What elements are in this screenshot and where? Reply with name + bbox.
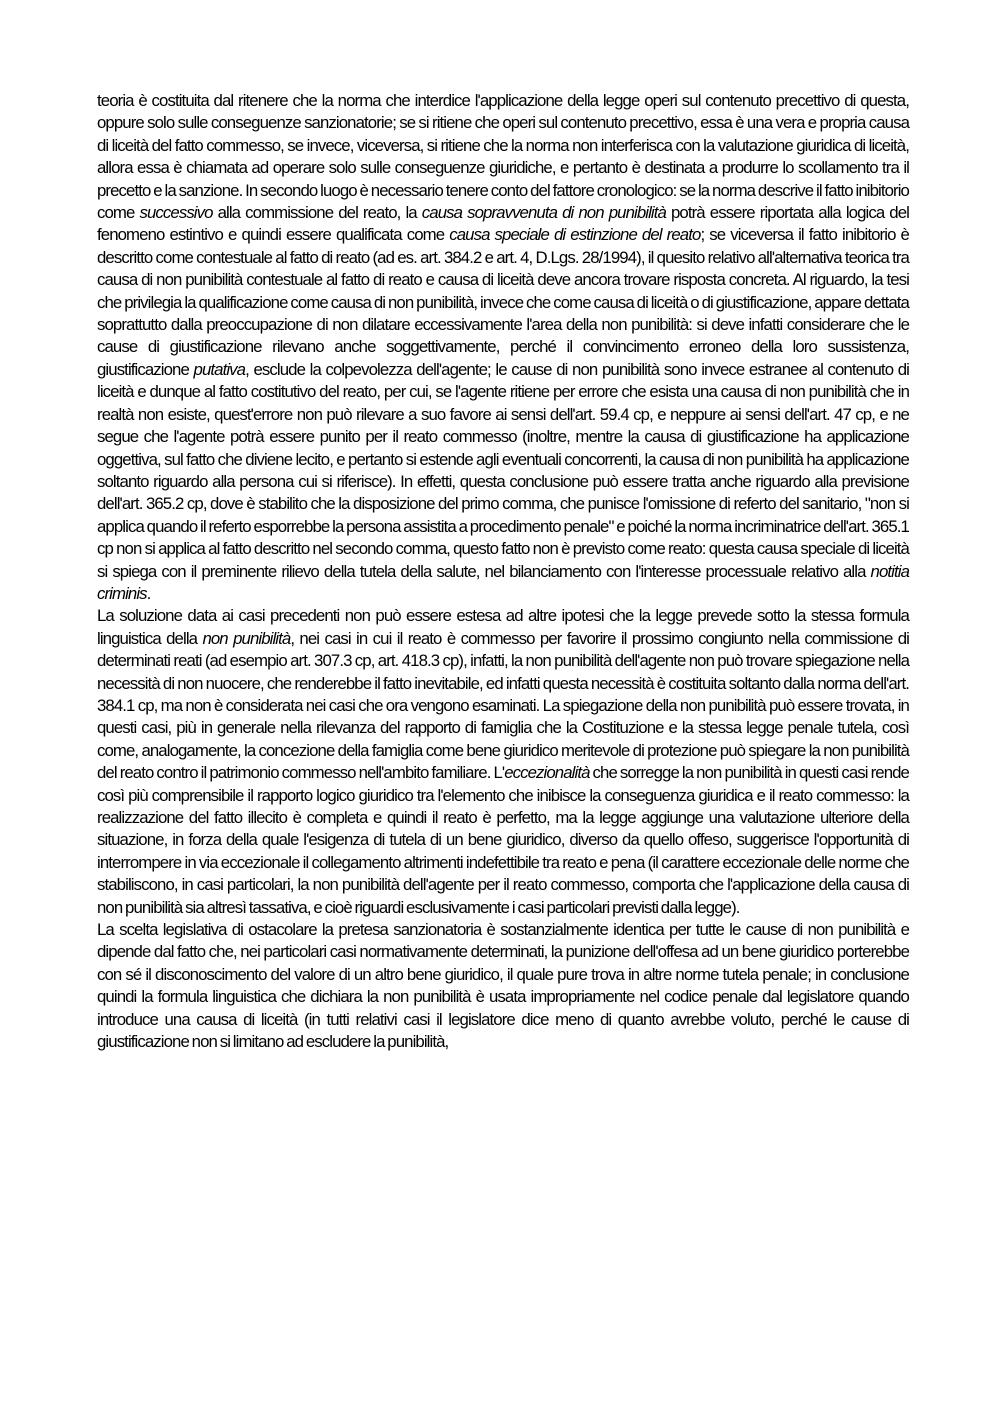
paragraph-1: [97, 90, 909, 605]
text-run: La soluzione data ai casi precedenti non può essere estesa ad altre ipotesi che la legge prevede sotto la stessa formula linguistica della: [97, 606, 909, 648]
text-run: alla commissione del reato, la: [212, 203, 422, 223]
text-run: potrà essere riportata alla logica del fenomeno estintivo e quindi essere qualificata come: [97, 203, 909, 245]
italic-text-run: causa sopravvenuta di non punibilità: [421, 203, 666, 223]
paragraph-3: [97, 919, 909, 1053]
text-run: , esclude la colpevolezza dell'agente; le cause di non punibilità sono invece estranee al contenuto di liceità e dunque al fatto costitutivo del reato, per cui, se l'agente ritiene per errore che esista una causa di non punibilità che in realtà non esiste, quest'errore non può rilevare a suo favore ai sensi dell'art. 59.4 cp, e neppure ai sensi dell'art. 47 cp, e ne segue che l'agente potrà essere punito per il reato commesso (inoltre, mentre la causa di giustificazione ha applicazione oggettiva, sul fatto che diviene lecito, e pertanto si estende agli eventuali concorrenti, la causa di non punibilità ha applicazione soltanto riguardo alla persona cui si riferisce). In effetti, questa conclusione può essere tratta anche riguardo alla previsione dell'art. 365.2 cp, dove è stabilito che la disposizione del primo comma, che punisce l'omissione di referto del sanitario, "non si applica quando il referto esporrebbe la persona assistita a procedimento penale" e poiché la norma incriminatrice dell'art. 365.1 cp non si applica al fatto descritto nel secondo comma, questo fatto non è previsto come reato: questa causa speciale di liceità si spiega con il preminente rilievo della tutela della salute, nel bilanciamento con l'interesse processuale relativo alla: [97, 359, 909, 581]
italic-text-run: non punibilità: [202, 628, 291, 648]
text-run: .: [146, 583, 151, 603]
italic-text-run: eccezionalità: [504, 763, 590, 783]
text-run: ; se viceversa il fatto inibitorio è descritto come contestuale al fatto di reato (ad es. art. 384.2 e art. 4, D.Lgs. 28/1994), il quesito relativo all'alternativa teorica tra causa di non punibilità contestuale al fatto di reato e causa di liceità deve ancora trovare risposta concreta. Al riguardo, la tesi che privilegia la qualificazione come causa di non punibilità, invece che come causa di liceità o di giustificazione, appare dettata soprattutto dalla preoccupazione di non dilatare eccessivamente l'area della non punibilità: si deve infatti considerare che le cause di giustificazione rilevano anche soggettivamente, perché il convincimento erroneo della loro sussistenza, giustificazione: [97, 225, 909, 379]
text-run: teoria è costituita dal ritenere che la norma che interdice l'applicazione della legge operi sul contenuto precettivo di questa, oppure solo sulle conseguenze sanzionatorie; se si ritiene che operi sul contenuto precettivo, essa è una vera e propria causa di liceità del fatto commesso, se invece, viceversa, si ritiene che la norma non interferisca con la valutazione giuridica di liceità, allora essa è chiamata ad operare solo sulle conseguenze giuridiche, e pertanto è destinata a produrre lo scollamento tra il precetto e la sanzione. In secondo luogo è necessario tenere conto del fattore cronologico: se la norma descrive il fatto inibitorio come: [97, 91, 909, 223]
text-run: , nei casi in cui il reato è commesso per favorire il prossimo congiunto nella commissione di determinati reati (ad esempio art. 307.3 cp, art. 418.3 cp), infatti, la non punibilità dell'agente non può trovare spiegazione nella necessità di non nuocere, che renderebbe il fatto inevitabile, ed infatti questa necessità è costituita soltanto dalla norma dell'art. 384.1 cp, ma non è considerata nei casi che ora vengono esaminati. La spiegazione della non punibilità può essere trovata, in questi casi, più in generale nella rilevanza del rapporto di famiglia che la Costituzione e la stessa legge penale tutela, così come, analogamente, la concezione della famiglia come bene giuridico meritevole di protezione può spiegare la non punibilità del reato contro il patrimonio commesso nell'ambito familiare. L': [97, 628, 909, 783]
paragraph-2: [97, 605, 909, 919]
document-page: [97, 90, 909, 1053]
italic-text-run: causa speciale di estinzione del reato: [449, 225, 701, 245]
text-run: La scelta legislativa di ostacolare la pretesa sanzionatoria è sostanzialmente identica per tutte le cause di non punibilità e dipende dal fatto che, nei particolari casi normativamente determinati, la punizione dell'offesa ad un bene giuridico porterebbe con sé il disconoscimento del valore di un altro bene giuridico, il quale pure trova in altre norme tutela penale; in conclusione quindi la formula linguistica che dichiara la non punibilità è usata impropriamente nel codice penale dal legislatore quando introduce una causa di liceità (in tutti relativi casi il legislatore dice meno di quanto avrebbe voluto, perché le cause di giustificazione non si limitano ad escludere la punibilità,: [97, 920, 909, 1052]
italic-text-run: successivo: [139, 203, 213, 223]
italic-text-run: putativa: [193, 359, 246, 379]
italic-text-run: notitia criminis: [97, 561, 909, 603]
text-run: che sorregge la non punibilità in questi casi rende così più comprensibile il rapporto logico giuridico tra l'elemento che inibisce la conseguenza giuridica e il reato commesso: la realizzazione del fatto illecito è completa e quindi il reato è perfetto, ma la legge aggiunge una valutazione ulteriore della situazione, in forza della quale l'esigenza di tutela di un bene giuridico, diverso da quello offeso, suggerisce l'opportunità di interrompere in via eccezionale il collegamento altrimenti indefettibile tra reato e pena (il carattere eccezionale delle norme che stabiliscono, in casi particolari, la non punibilità dell'agente per il reato commesso, comporta che l'applicazione della causa di non punibilità sia altresì tassativa, e cioè riguardi esclusivamente i casi particolari previsti dalla legge).: [97, 763, 909, 917]
